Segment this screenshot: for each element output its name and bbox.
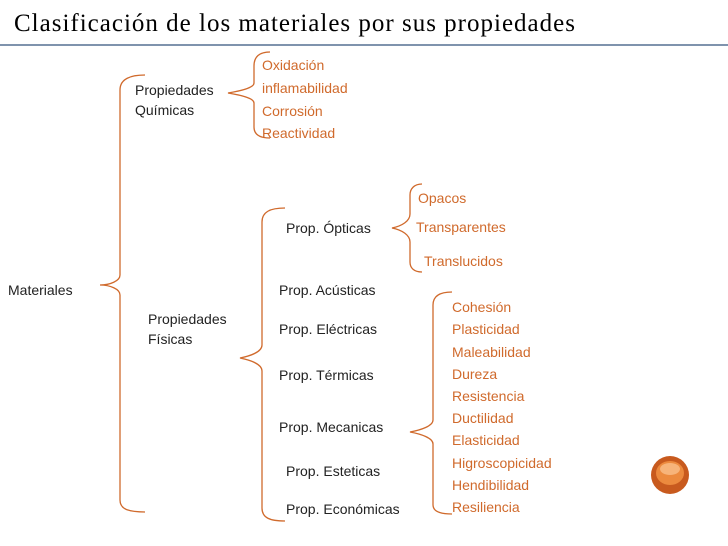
fisicas-label-line1: Propiedades xyxy=(148,311,227,327)
mecanicas-bracket xyxy=(410,292,452,514)
prop-electricas: Prop. Eléctricas xyxy=(279,321,378,337)
quimica-item: Reactividad xyxy=(262,125,336,141)
orange-circle-icon[interactable] xyxy=(650,455,690,495)
quimicas-label-line2: Químicas xyxy=(135,102,195,118)
prop-opticas: Prop. Ópticas xyxy=(286,220,371,236)
mecanica-item: Resiliencia xyxy=(452,499,520,515)
mecanica-item: Higroscopicidad xyxy=(452,455,552,471)
quimicas-label-line1: Propiedades xyxy=(135,82,214,98)
page-title: Clasificación de los materiales por sus propiedades xyxy=(14,10,576,37)
mecanica-item: Hendibilidad xyxy=(452,477,530,493)
mecanica-item: Dureza xyxy=(452,366,498,382)
quimica-item: Oxidación xyxy=(262,57,325,73)
optica-item: Opacos xyxy=(418,190,467,206)
mecanica-item: Cohesión xyxy=(452,299,512,315)
mecanica-item: Ductilidad xyxy=(452,410,514,426)
root-label: Materiales xyxy=(8,282,73,298)
optica-item: Translucidos xyxy=(424,253,503,269)
mecanica-item: Resistencia xyxy=(452,388,525,404)
mecanica-item: Elasticidad xyxy=(452,432,520,448)
prop-acusticas: Prop. Acústicas xyxy=(279,282,376,298)
prop-esteticas: Prop. Esteticas xyxy=(286,463,381,479)
optica-item: Transparentes xyxy=(416,219,506,235)
mecanica-item: Plasticidad xyxy=(452,321,520,337)
mecanica-item: Maleabilidad xyxy=(452,344,531,360)
root-bracket xyxy=(100,75,145,512)
prop-termicas: Prop. Térmicas xyxy=(279,367,374,383)
fisicas-label-line2: Físicas xyxy=(148,331,193,347)
prop-economicas: Prop. Económicas xyxy=(286,501,400,517)
quimica-item: inflamabilidad xyxy=(262,80,348,96)
prop-mecanicas: Prop. Mecanicas xyxy=(279,419,384,435)
fisicas-bracket xyxy=(240,208,285,521)
quimica-item: Corrosión xyxy=(262,103,323,119)
